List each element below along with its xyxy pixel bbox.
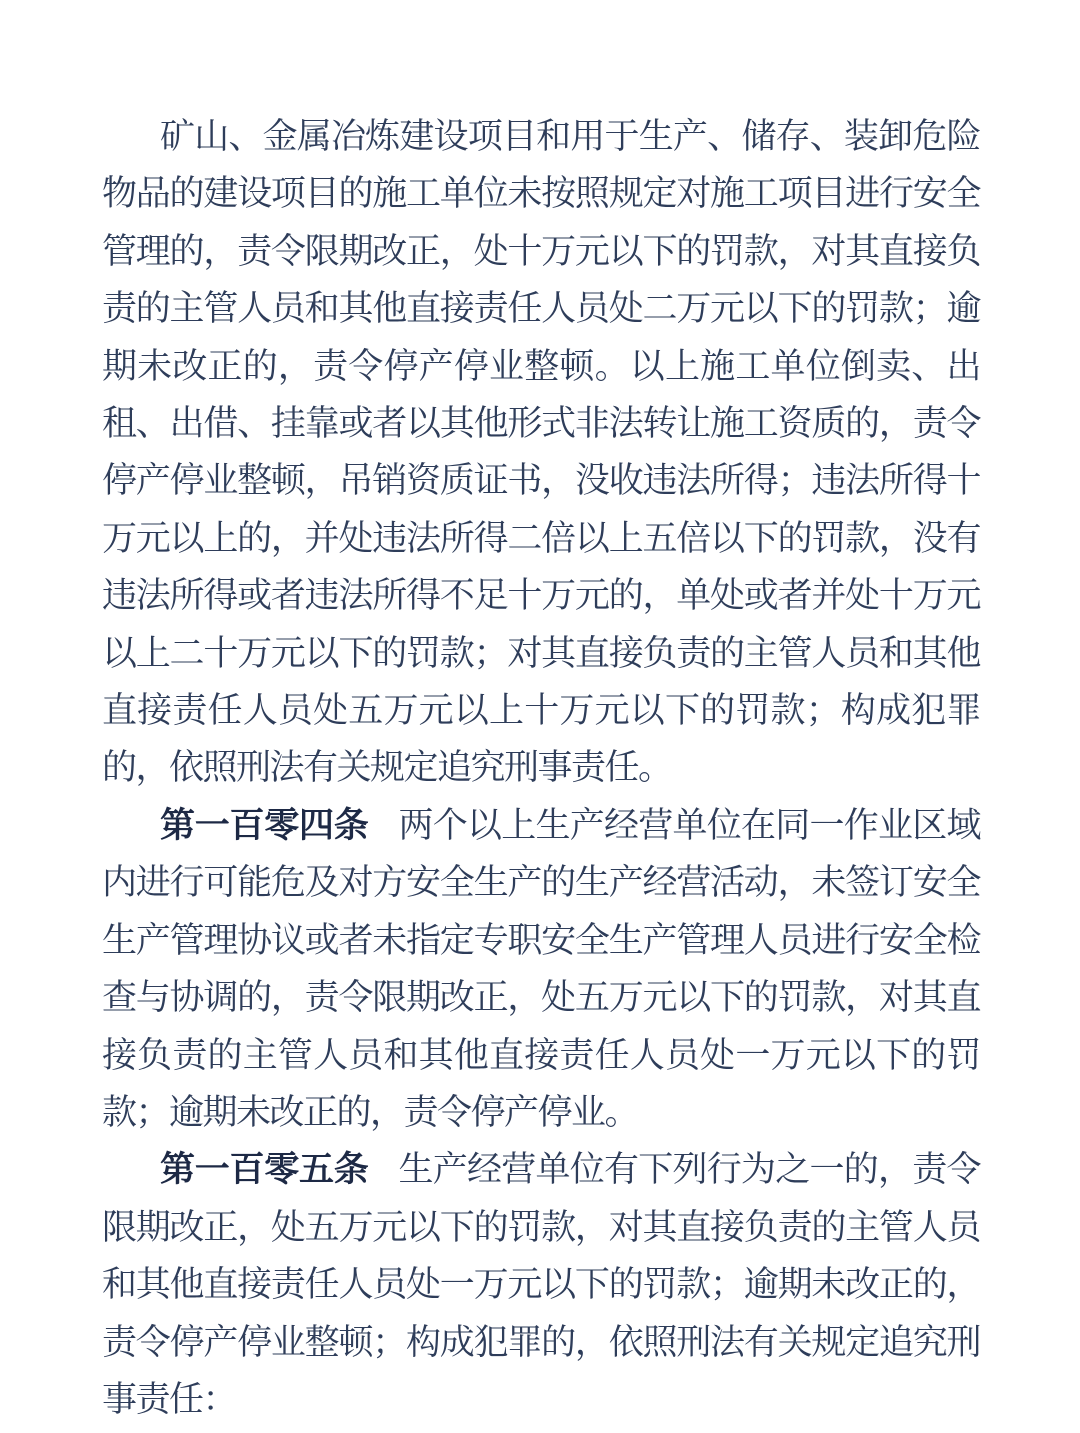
paragraph-text: 两个以上生产经营单位在同一作业区域内进行可能危及对方安全生产的生产经营活动，未签订安全生产管理协议或者未指定专职安全生产管理人员进行安全检查与协调的，责令限期改正，处五万元以下的罚款，对其直接负责的主管人员和其他直接责任人员处一万元以下的罚款；逾期未改正的，责令停产停业。 bbox=[102, 805, 980, 1132]
legal-text bbox=[102, 108, 980, 1428]
paragraph-text: 生产经营单位有下列行为之一的，责令限期改正，处五万元以下的罚款，对其直接负责的主管人员和其他直接责任人员处一万元以下的罚款；逾期未改正的，责令停产停业整顿；构成犯罪的，依照刑法有关规定追究刑事责任： bbox=[102, 1150, 980, 1419]
article-number: 第一百零四条 bbox=[160, 805, 369, 845]
article-number: 第一百零五条 bbox=[160, 1150, 369, 1190]
paragraph bbox=[102, 797, 980, 1141]
paragraph bbox=[102, 1141, 980, 1428]
paragraph-text: 矿山、金属冶炼建设项目和用于生产、储存、装卸危险物品的建设项目的施工单位未按照规定对施工项目进行安全管理的，责令限期改正，处十万元以下的罚款，对其直接负责的主管人员和其他直接责任人员处二万元以下的罚款；逾期未改正的，责令停产停业整顿。以上施工单位倒卖、出租、出借、挂靠或者以其他形式非法转让施工资质的，责令停产停业整顿，吊销资质证书，没收违法所得；违法所得十万元以上的，并处违法所得二倍以上五倍以下的罚款，没有违法所得或者违法所得不足十万元的，单处或者并处十万元以上二十万元以下的罚款；对其直接负责的主管人员和其他直接责任人员处五万元以上十万元以下的罚款；构成犯罪的，依照刑法有关规定追究刑事责任。 bbox=[102, 117, 980, 788]
paragraph bbox=[102, 108, 980, 797]
